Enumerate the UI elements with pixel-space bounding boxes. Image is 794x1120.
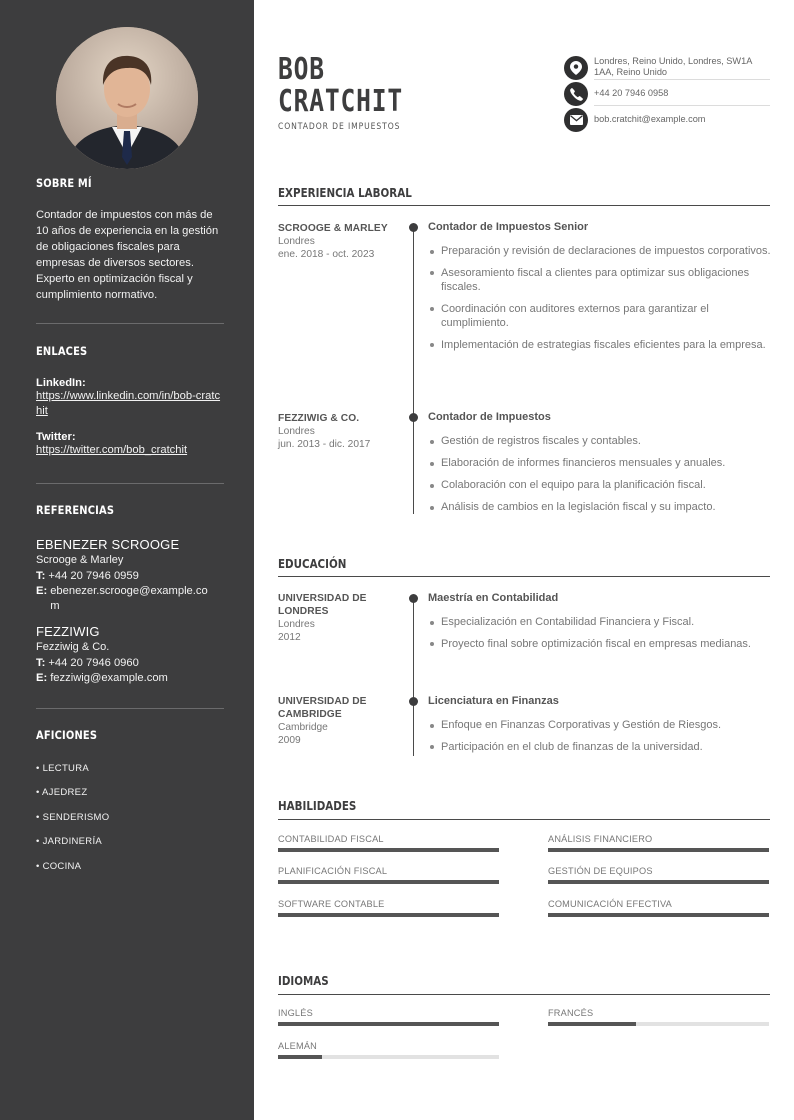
skill-bar-fill — [278, 880, 499, 884]
first-name: BOB — [278, 52, 325, 87]
reference-phone — [36, 569, 224, 584]
skill-bar-fill — [548, 848, 769, 852]
skill-bar — [548, 848, 769, 852]
skill-bar — [548, 913, 769, 917]
email-label: E: — [36, 672, 48, 684]
skill-name: SOFTWARE CONTABLE — [278, 899, 385, 909]
school-name-line2: CAMBRIDGE — [278, 709, 342, 720]
skill-bar-fill — [548, 913, 769, 917]
bullet-item: Coordinación con auditores externos para garantizar el cumplimiento. — [428, 302, 773, 331]
divider — [594, 105, 770, 106]
about-text: Contador de impuestos con más de 10 años de experiencia en la gestión de obligaciones fiscales para empresas de diversos sectores. Experto en optimización fiscal y cumplimiento normativo. — [36, 209, 219, 301]
school-name-line1: UNIVERSIDAD DE — [278, 696, 367, 707]
about-heading: SOBRE MÍ — [36, 176, 92, 190]
hobby-item: • JARDINERÍA — [36, 836, 103, 847]
language-name: ALEMÁN — [278, 1041, 317, 1051]
job-title: CONTADOR DE IMPUESTOS — [278, 122, 401, 132]
skill-item — [278, 899, 499, 909]
address-text: Londres, Reino Unido, Londres, SW1A 1AA, Reino Unido — [594, 56, 752, 77]
languages-heading: IDIOMAS — [278, 974, 329, 988]
language-bar — [548, 1022, 769, 1026]
reference-name: EBENEZER SCROOGE — [36, 537, 180, 552]
degree-bullets — [428, 615, 773, 651]
skill-name: COMUNICACIÓN EFECTIVA — [548, 899, 672, 909]
reference-email — [36, 671, 224, 686]
bullet-item: Análisis de cambios en la legislación fiscal y su impacto. — [428, 500, 773, 515]
reference-name: FEZZIWIG — [36, 624, 100, 639]
bullet-item: Participación en el club de finanzas de la universidad. — [428, 740, 773, 755]
skill-bar — [278, 880, 499, 884]
company-location: Londres — [278, 236, 315, 247]
job-bullets — [428, 244, 773, 352]
job-bullets — [428, 434, 773, 515]
contact-phone — [564, 82, 770, 106]
experience-entry-meta — [278, 222, 403, 261]
job-title: Contador de Impuestos Senior — [428, 221, 589, 233]
language-bar — [278, 1055, 499, 1059]
person-portrait-icon — [56, 27, 198, 169]
hobbies-heading: AFICIONES — [36, 728, 98, 742]
skill-item — [278, 866, 499, 876]
school-year: 2012 — [278, 632, 301, 643]
phone-icon — [564, 82, 588, 106]
education-heading: EDUCACIÓN — [278, 557, 347, 571]
skill-item — [548, 899, 769, 909]
timeline-line — [413, 598, 414, 756]
timeline-line — [413, 228, 414, 514]
reference-item — [36, 624, 224, 686]
school-name-line2: LONDRES — [278, 606, 329, 617]
references-section — [36, 503, 224, 686]
reference-email — [36, 584, 224, 614]
section-rule — [278, 994, 770, 995]
language-bar — [278, 1022, 499, 1026]
phone-value: +44 20 7946 0960 — [48, 657, 139, 669]
divider — [36, 323, 224, 324]
last-name: CRATCHIT — [278, 84, 404, 119]
education-entry-meta — [278, 695, 403, 747]
skill-item — [548, 866, 769, 876]
reference-phone — [36, 656, 224, 671]
job-dates: ene. 2018 - oct. 2023 — [278, 249, 375, 260]
about-section — [36, 176, 224, 303]
experience-heading: EXPERIENCIA LABORAL — [278, 186, 412, 200]
envelope-icon — [564, 108, 588, 132]
school-name-line1: UNIVERSIDAD DE — [278, 593, 367, 604]
degree-title: Licenciatura en Finanzas — [428, 695, 559, 707]
profile-photo — [56, 27, 198, 169]
bullet-item: Colaboración con el equipo para la planificación fiscal. — [428, 478, 773, 493]
school-year: 2009 — [278, 735, 301, 746]
email-value: ebenezer.scrooge@example.com — [50, 585, 208, 612]
divider — [36, 708, 224, 709]
contact-email — [564, 108, 770, 132]
skill-bar-fill — [278, 913, 499, 917]
reference-company: Fezziwig & Co. — [36, 641, 110, 653]
language-item — [548, 1008, 769, 1018]
job-dates: jun. 2013 - dic. 2017 — [278, 439, 371, 450]
section-rule — [278, 205, 770, 206]
sidebar — [0, 0, 254, 1120]
section-rule — [278, 819, 770, 820]
hobby-item: • AJEDREZ — [36, 787, 88, 798]
linkedin-link[interactable]: https://www.linkedin.com/in/bob-cratchit — [36, 390, 221, 417]
map-pin-icon — [564, 56, 588, 80]
hobby-item: • LECTURA — [36, 763, 90, 774]
twitter-link[interactable]: https://twitter.com/bob_cratchit — [36, 444, 188, 456]
company-name: FEZZIWIG & CO. — [278, 413, 360, 424]
skill-bar-fill — [548, 880, 769, 884]
contact-address — [564, 56, 770, 80]
skill-bar — [278, 913, 499, 917]
language-bar-fill — [278, 1055, 322, 1059]
hobbies-section — [36, 728, 224, 888]
bullet-item: Elaboración de informes financieros mensuales y anuales. — [428, 456, 773, 471]
skill-name: CONTABILIDAD FISCAL — [278, 834, 384, 844]
bullet-item: Proyecto final sobre optimización fiscal en empresas medianas. — [428, 637, 773, 652]
skill-name: GESTIÓN DE EQUIPOS — [548, 866, 653, 876]
skill-bar-fill — [278, 848, 499, 852]
company-location: Londres — [278, 426, 315, 437]
reference-item — [36, 537, 224, 614]
language-item — [278, 1008, 499, 1018]
skill-item — [548, 834, 769, 844]
phone-label: T: — [36, 570, 46, 582]
skills-heading: HABILIDADES — [278, 799, 357, 813]
bullet-item: Especialización en Contabilidad Financiera y Fiscal. — [428, 615, 773, 630]
company-name: SCROOGE & MARLEY — [278, 223, 388, 234]
phone-label: T: — [36, 657, 46, 669]
language-item — [278, 1041, 499, 1051]
timeline-dot — [409, 223, 418, 232]
skill-name: ANÁLISIS FINANCIERO — [548, 834, 653, 844]
bullet-item: Implementación de estrategias fiscales eficientes para la empresa. — [428, 338, 773, 353]
language-name: INGLÉS — [278, 1008, 313, 1018]
links-section — [36, 344, 224, 458]
timeline-dot — [409, 413, 418, 422]
hobby-item: • SENDERISMO — [36, 812, 110, 823]
references-heading: REFERENCIAS — [36, 503, 115, 517]
school-location: Londres — [278, 619, 315, 630]
email-text: bob.cratchit@example.com — [594, 114, 706, 124]
bullet-item: Gestión de registros fiscales y contables. — [428, 434, 773, 449]
links-heading: ENLACES — [36, 344, 88, 358]
bullet-item: Preparación y revisión de declaraciones de impuestos corporativos. — [428, 244, 773, 259]
divider — [36, 483, 224, 484]
language-bar-fill — [278, 1022, 499, 1026]
language-name: FRANCÉS — [548, 1008, 594, 1018]
experience-entry-meta — [278, 412, 403, 451]
language-bar-fill — [548, 1022, 636, 1026]
timeline-dot — [409, 594, 418, 603]
hobby-item: • COCINA — [36, 861, 82, 872]
link-label: LinkedIn: — [36, 377, 86, 389]
bullet-item: Enfoque en Finanzas Corporativas y Gestión de Riesgos. — [428, 718, 773, 733]
job-title: Contador de Impuestos — [428, 411, 551, 423]
skill-bar — [548, 880, 769, 884]
education-entry-meta — [278, 592, 403, 644]
section-rule — [278, 576, 770, 577]
skill-item — [278, 834, 499, 844]
link-item-twitter — [36, 431, 224, 458]
school-location: Cambridge — [278, 722, 328, 733]
skill-bar — [278, 848, 499, 852]
reference-company: Scrooge & Marley — [36, 554, 124, 566]
skill-name: PLANIFICACIÓN FISCAL — [278, 866, 388, 876]
link-label: Twitter: — [36, 431, 76, 443]
phone-text: +44 20 7946 0958 — [594, 88, 669, 98]
email-value: fezziwig@example.com — [50, 672, 168, 684]
degree-title: Maestría en Contabilidad — [428, 592, 559, 604]
timeline-dot — [409, 697, 418, 706]
degree-bullets — [428, 718, 773, 754]
divider — [594, 79, 770, 80]
phone-value: +44 20 7946 0959 — [48, 570, 139, 582]
bullet-item: Asesoramiento fiscal a clientes para optimizar sus obligaciones fiscales. — [428, 266, 773, 295]
link-item-linkedin — [36, 377, 224, 418]
email-label: E: — [36, 585, 48, 597]
